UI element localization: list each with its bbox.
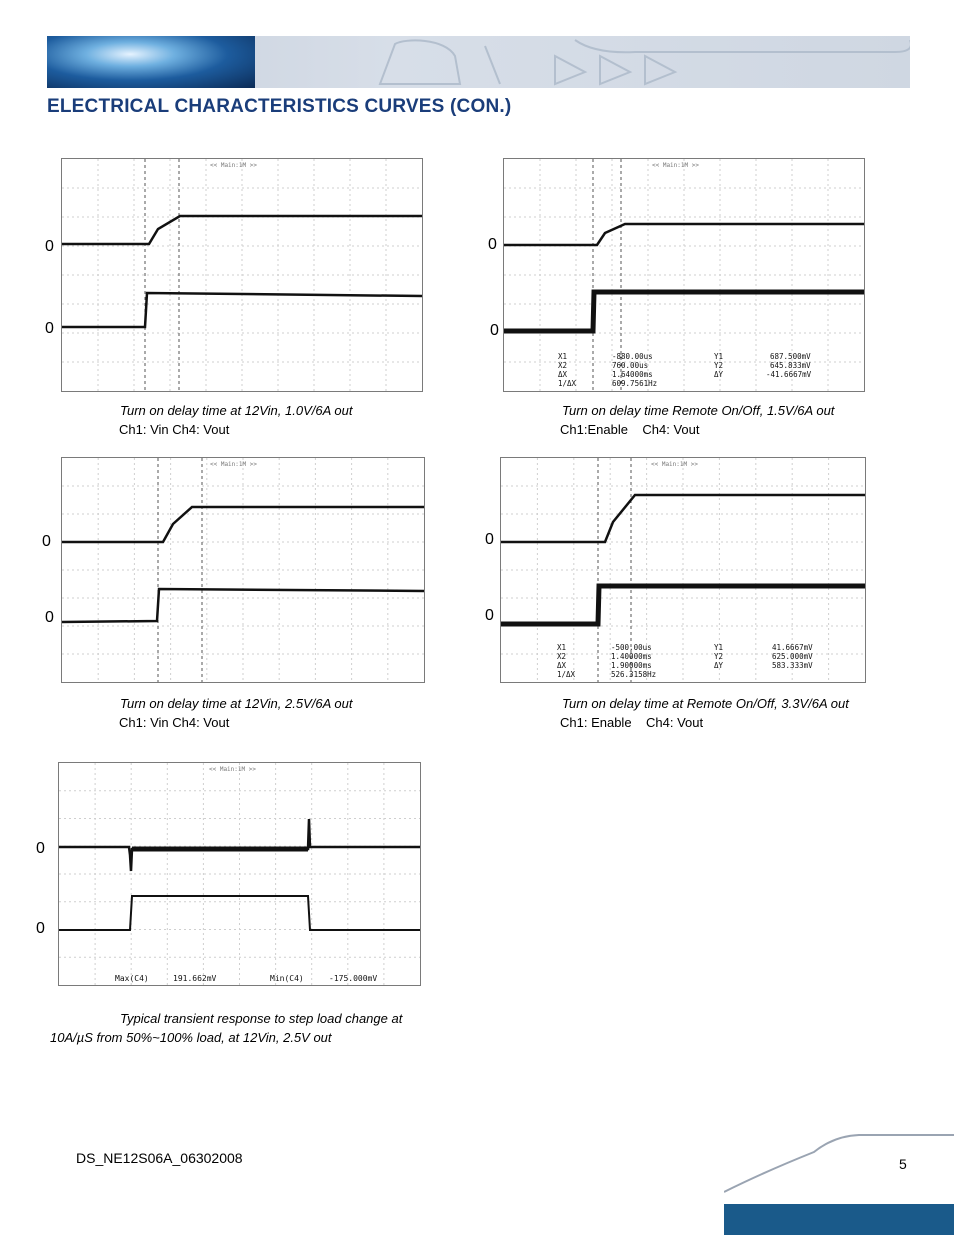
svg-text:Y1: Y1: [714, 643, 724, 652]
zero-marker: 0: [45, 238, 54, 255]
svg-text:Y2: Y2: [714, 652, 724, 661]
svg-text:625.000mV: 625.000mV: [772, 652, 813, 661]
svg-text:ΔX: ΔX: [558, 370, 568, 379]
svg-text:X1: X1: [557, 643, 567, 652]
svg-text:ΔY: ΔY: [714, 370, 724, 379]
svg-text:609.7561Hz: 609.7561Hz: [612, 379, 658, 388]
svg-text:1/ΔX: 1/ΔX: [558, 379, 577, 388]
zero-marker: 0: [45, 320, 54, 337]
zero-marker: 0: [36, 840, 45, 857]
svg-text:Y2: Y2: [714, 361, 724, 370]
svg-text:41.6667mV: 41.6667mV: [772, 643, 813, 652]
scope-label: << Main:1M >>: [652, 162, 699, 169]
svg-text:Y1: Y1: [714, 352, 724, 361]
svg-text:1.90000ms: 1.90000ms: [611, 661, 652, 670]
figure-caption-5-line2: 10A/µS from 50%~100% load, at 12Vin, 2.5V out: [50, 1030, 332, 1045]
figure-channels-3: Ch1: Vin Ch4: Vout: [119, 715, 230, 730]
banner-decoration: [255, 36, 910, 88]
footer-decoration: [724, 1130, 954, 1235]
svg-text:X2: X2: [558, 361, 568, 370]
zero-marker: 0: [42, 533, 51, 550]
scope-label: << Main:1M >>: [210, 162, 257, 169]
figure-caption-1: Turn on delay time at 12Vin, 1.0V/6A out: [120, 403, 353, 418]
svg-text:526.3158Hz: 526.3158Hz: [611, 670, 657, 679]
measurement-readout: [115, 974, 377, 983]
svg-text:687.500mV: 687.500mV: [770, 352, 811, 361]
svg-text:583.333mV: 583.333mV: [772, 661, 813, 670]
svg-text:1.64000ms: 1.64000ms: [612, 370, 653, 379]
svg-text:191.662mV: 191.662mV: [173, 974, 217, 983]
figure-channels-1: Ch1: Vin Ch4: Vout: [119, 422, 230, 437]
svg-text:Max(C4): Max(C4): [115, 974, 149, 983]
scope-plot-2: [503, 158, 865, 392]
scope-trace-4: [501, 458, 865, 682]
zero-marker: 0: [488, 236, 497, 253]
scope-plot-3: [61, 457, 425, 683]
scope-trace-3: [62, 458, 424, 682]
scope-trace-2: [504, 159, 864, 391]
svg-text:-880.00us: -880.00us: [612, 352, 653, 361]
scope-trace-5: [59, 763, 420, 985]
svg-text:1.40000ms: 1.40000ms: [611, 652, 652, 661]
scope-plot-4: [500, 457, 866, 683]
zero-marker: 0: [485, 531, 494, 548]
figure-channels-2: Ch1:Enable Ch4: Vout: [560, 422, 700, 437]
header-banner: [47, 36, 910, 88]
scope-trace-1: [62, 159, 422, 391]
svg-text:-41.6667mV: -41.6667mV: [766, 370, 812, 379]
svg-text:X1: X1: [558, 352, 568, 361]
cursor-readout: [558, 352, 812, 388]
zero-marker: 0: [36, 920, 45, 937]
scope-label: << Main:1M >>: [651, 461, 698, 468]
svg-text:Min(C4): Min(C4): [270, 974, 304, 983]
figure-caption-2: Turn on delay time Remote On/Off, 1.5V/6A out: [562, 403, 835, 418]
figure-caption-5: Typical transient response to step load change at: [120, 1011, 403, 1026]
svg-text:645.833mV: 645.833mV: [770, 361, 811, 370]
zero-marker: 0: [490, 322, 499, 339]
svg-text:X2: X2: [557, 652, 567, 661]
banner-photo: [47, 36, 255, 88]
svg-text:ΔY: ΔY: [714, 661, 724, 670]
scope-plot-5: [58, 762, 421, 986]
svg-text:-175.000mV: -175.000mV: [329, 974, 378, 983]
svg-text:760.00us: 760.00us: [612, 361, 649, 370]
scope-label: << Main:1M >>: [209, 766, 256, 773]
svg-text:-500.00us: -500.00us: [611, 643, 652, 652]
section-title: ELECTRICAL CHARACTERISTICS CURVES (CON.): [47, 96, 512, 117]
figure-caption-3: Turn on delay time at 12Vin, 2.5V/6A out: [120, 696, 353, 711]
document-id: DS_NE12S06A_06302008: [76, 1150, 243, 1166]
cursor-readout: [557, 643, 813, 679]
svg-text:1/ΔX: 1/ΔX: [557, 670, 576, 679]
svg-text:ΔX: ΔX: [557, 661, 567, 670]
scope-plot-1: [61, 158, 423, 392]
zero-marker: 0: [485, 607, 494, 624]
figure-channels-4: Ch1: Enable Ch4: Vout: [560, 715, 704, 730]
figure-caption-4: Turn on delay time at Remote On/Off, 3.3V/6A out: [562, 696, 849, 711]
scope-label: << Main:1M >>: [210, 461, 257, 468]
page-number: 5: [899, 1156, 907, 1172]
zero-marker: 0: [45, 609, 54, 626]
